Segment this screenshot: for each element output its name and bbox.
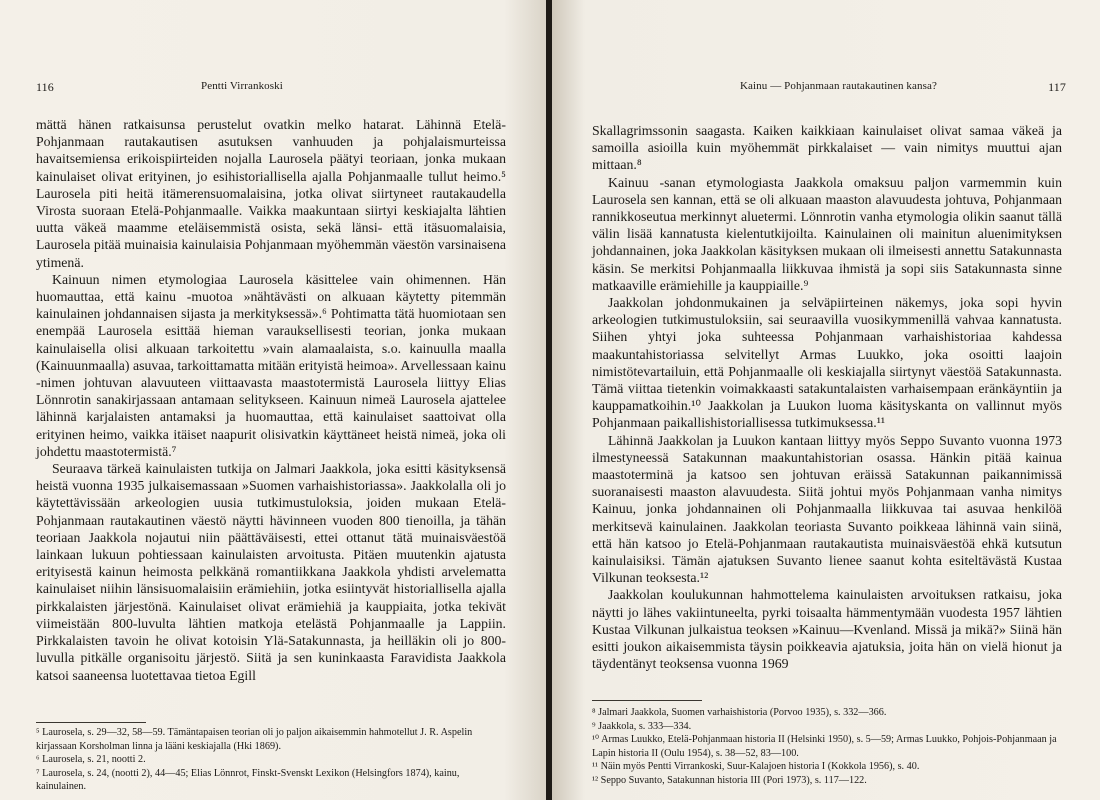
left-footnotes — [36, 726, 508, 794]
left-footnote-7: ⁷ Laurosela, s. 24, (nootti 2), 44—45; Elias Lönnrot, Finskt-Svenskt Lexikon (Helsingfors 1874), kainu, kainulainen. — [36, 767, 460, 793]
left-footnote-6: ⁶ Laurosela, s. 21, nootti 2. — [36, 754, 146, 766]
right-footnote-9: ⁹ Jaakkola, s. 333—334. — [592, 720, 692, 732]
right-paragraph-5: Jaakkolan koulukunnan hahmottelema kainulaisten arvoituksen ratkaisu, joka näytti jo lähes vakiintuneelta, pyrki toisaalta hämmentymään vuodesta 1957 lähtien Kustaa Vilkunan julkaistua teoksen »Kainuu—Kvenland. Missä ja mikä?» Siinä hän esitti joukon aikaisemmista täysin poikkeavia ajatuksia, joita hän on vielä hionut ja täydentänyt teoksensa vuonna 1969 — [592, 587, 1062, 672]
right-page — [552, 0, 1100, 800]
right-footnotes — [592, 706, 1064, 788]
right-paragraph-4: Lähinnä Jaakkolan ja Luukon kantaan liittyy myös Seppo Suvanto vuonna 1973 ilmestyneessä Satakunnan maakuntahistorian osassa. Hänkin pitää kainua maastoterminä ja katsoo sen johtuvan eräissä Satakunnan paikannimissä suoranaisesti maaston alavuudesta. Siitä johtui myös Pohjanmaan vanha nimitys Kainuu, jonka johdannainen oli Pohjanmaalla liikkuvaa tai asuvaa henkilöä merkitsevä kainulainen. Jaakkolan teoriasta Suvanto poikkeaa lähinnä vain siinä, että hän katsoo jo Etelä-Pohjanmaan rautakautista muinaisväestöä ehkä kutsutun kainulaisiksi. Tämän ajatuksen Suvanto lienee saanut kohta esiteltävästä Kustaa Vilkunan teoksesta.¹² — [592, 432, 1062, 586]
left-paragraph-3: Seuraava tärkeä kainulaisten tutkija on Jalmari Jaakkola, joka esitti käsityksensä heistä vuonna 1935 julkaisemassaan »Suomen varhaishistoriassa». Jaakkolalla oli jo käytettävissään arkeologien uusia tutkimustuloksia, joiden mukaan Etelä-Pohjanmaan rautakautinen väestö näytti hävinneen vuoden 800 tienoilla, ja tähän teoriaan Jaakkola nojautui niin päättäväisesti, ettei ottanut tätä muinaisväestöä lainkaan lukuun pohtiessaan kainulaisten arvoitusta. Pitäen muutenkin ajatusta erityisestä kainun heimosta pelkkänä romantiikkana Jaakkola yhdisti arvelematta kainulaiset niihin länsisuomalaisiin erämiehiin, jotka esiintyvät historiallisella ajalla pirkkalaisten järjestönä. Kainulaiset olivat erämiehiä ja kauppiaita, jotka tekivät viimeistään 800-luvulta lähtien matkoja etelästä Pohjanmaalle ja Lappiin. Pirkkalaisten tavoin he olivat kotoisin Ylä-Satakunnasta, ja heilläkin oli jo 800-luvulla pitkälle organisoitu järjestö. Siitä ja sen kuninkaasta Faravidista Jaakkola katsoi saaneensa luotettavaa tietoa Egill — [36, 461, 506, 683]
left-footnote-5: ⁵ Laurosela, s. 29—32, 58—59. Tämäntapaisen teorian oli jo paljon aikaisemmin hahmotellut J. R. Aspelin kirjassaan Korsholman linna ja lääni keskiajalla (Hki 1869). — [36, 727, 473, 752]
right-page-number: 117 — [1048, 80, 1066, 94]
left-page-number: 116 — [36, 80, 54, 94]
left-paragraph-2: Kainuun nimen etymologiaa Laurosela käsittelee vain ohimennen. Hän huomauttaa, että kainu -muotoa »nähtävästi on alkuaan käytetty pitemmän kainulainen johdannaisen sijasta ja merkityksessä».⁶ Pohtimatta tätä huomiotaan sen enempää Laurosela esittää hieman varauksellisesti teorian, jonka mukaan kainulaisella olisi alkuaan tarkoitettu »vain alamaalaista, s.o. kainuulla maalla (Kainuunmaalla) asuvaa, tarkoittamatta mitään erityistä heimoa». Arvellessaan kainu -nimen johtuvan alavuuteen viittaavasta maastotermistä Laurosela liittyy Elias Lönnrotin sanakirjassaan antamaan selitykseen. Kainuun nimeä Laurosela ajattelee lähinnä karjalaisten antamaksi ja huomauttaa, että kainulaiset saattoivat olla erityinen heimo, vaikka itäiset naapurit olisivatkin käyttäneet heistä nimeä, joka oli johdettu maastotermistä.⁷ — [36, 271, 506, 459]
left-header-author: Pentti Virrankoski — [201, 80, 283, 92]
right-footnote-12: ¹² Seppo Suvanto, Satakunnan historia III (Pori 1973), s. 117—122. — [592, 774, 867, 786]
left-running-head — [36, 80, 512, 95]
right-paragraph-1: Skallagrimssonin saagasta. Kaiken kaikkiaan kainulaiset olivat samaa väkeä ja samoilla asioilla kuin myöhemmät pirkkalaiset — vain nimitys muuttui ajan mittaan.⁸ — [592, 123, 1062, 173]
right-footnote-8: ⁸ Jalmari Jaakkola, Suomen varhaishistoria (Porvoo 1935), s. 332—366. — [592, 707, 887, 718]
right-header-title: Kainu — Pohjanmaan rautakautinen kansa? — [740, 80, 937, 92]
left-page — [0, 0, 548, 800]
left-body-text — [36, 116, 506, 684]
right-paragraph-3: Jaakkolan johdonmukainen ja selväpiirteinen näkemys, joka sopi hyvin arkeologien tutkimustuloksiin, sai seuraavilla vuosikymmenillä vahvaa kannatusta. Siihen yhtyi joka suhteessa Pohjanmaan varhaishistoriaa kahdessa maakuntahistoriassa selvitellyt Armas Luukko, joka osoitti laajoin nimistötevartailuin, että Pohjanmaalle oli keskiajalla siirtynyt väestöä Satakunnasta. Tämä viittaa tietenkin voimakkaasti satakuntalaisten varhaisempaan eränkäyntiin ja kauppamatkoihin.¹⁰ Jaakkolan ja Luukon luoma käsityskanta on vallinnut myös Pohjanmaan paikallishistoriallisessa tutkimuksessa.¹¹ — [592, 295, 1062, 431]
left-paragraph-1: mättä hänen ratkaisunsa perustelut ovatkin melko hatarat. Lähinnä Etelä-Pohjanmaan rautakautisen asutuksen vanhuuden ja pohjalaismurteissa havaitsemiensa erikoispiirteiden nojalla Laurosela päätyi teoriaan, jonka mukaan kainulaiset olivat erityinen, jo esihistoriallisella ajalla Pohjanmaalle tullut heimo.⁵ Laurosela piti heitä itämerensuomalaisina, jotka olivat siirtyneet rautakaudella Virosta suoraan Etelä-Pohjanmaalle. Vaikka maakuntaan siirtyi keskiajalta lähtien uutta väkeä maamme eteläisemmistä osista, sekä länsi- että itäsuomalaisia, Laurosela pitää muinaisia kainulaisia Pohjanmaan myöhemmän väestön varsinaisena ytimenä. — [36, 117, 506, 270]
right-body-text — [592, 122, 1062, 673]
left-footnote-rule — [36, 722, 146, 723]
right-footnote-10: ¹⁰ Armas Luukko, Etelä-Pohjanmaan historia II (Helsinki 1950), s. 5—59; Armas Luukko, Pohjois-Pohjanmaan ja Lapin historia II (Oulu 1954), s. 38—52, 83—100. — [592, 734, 1057, 759]
right-paragraph-2: Kainuu -sanan etymologiasta Jaakkola omaksuu paljon varmemmin kuin Laurosela sen kannan, että se oli alkuaan maaston alavuudesta johtuva, Pohjanmaan rannikkoseutua merkinnyt aluetermi. Lönnrotin vanha etymologia olikin saanut tällä välin lisää kannatusta kielentutkijoilta. Kainulainen oli mainitun aluenimityksen johdannainen, joka Jaakkolan käsityksen mukaan oli ilmeisesti annettu Satakunnasta käsin. Se merkitsi Pohjanmaalla liikkuvaa ihmistä ja sopi siis Satakunnasta sinne matkaaville erämiehille ja kauppiaille.⁹ — [592, 174, 1062, 293]
right-footnote-11: ¹¹ Näin myös Pentti Virrankoski, Suur-Kalajoen historia I (Kokkola 1956), s. 40. — [592, 761, 920, 773]
right-footnote-rule — [592, 700, 702, 701]
